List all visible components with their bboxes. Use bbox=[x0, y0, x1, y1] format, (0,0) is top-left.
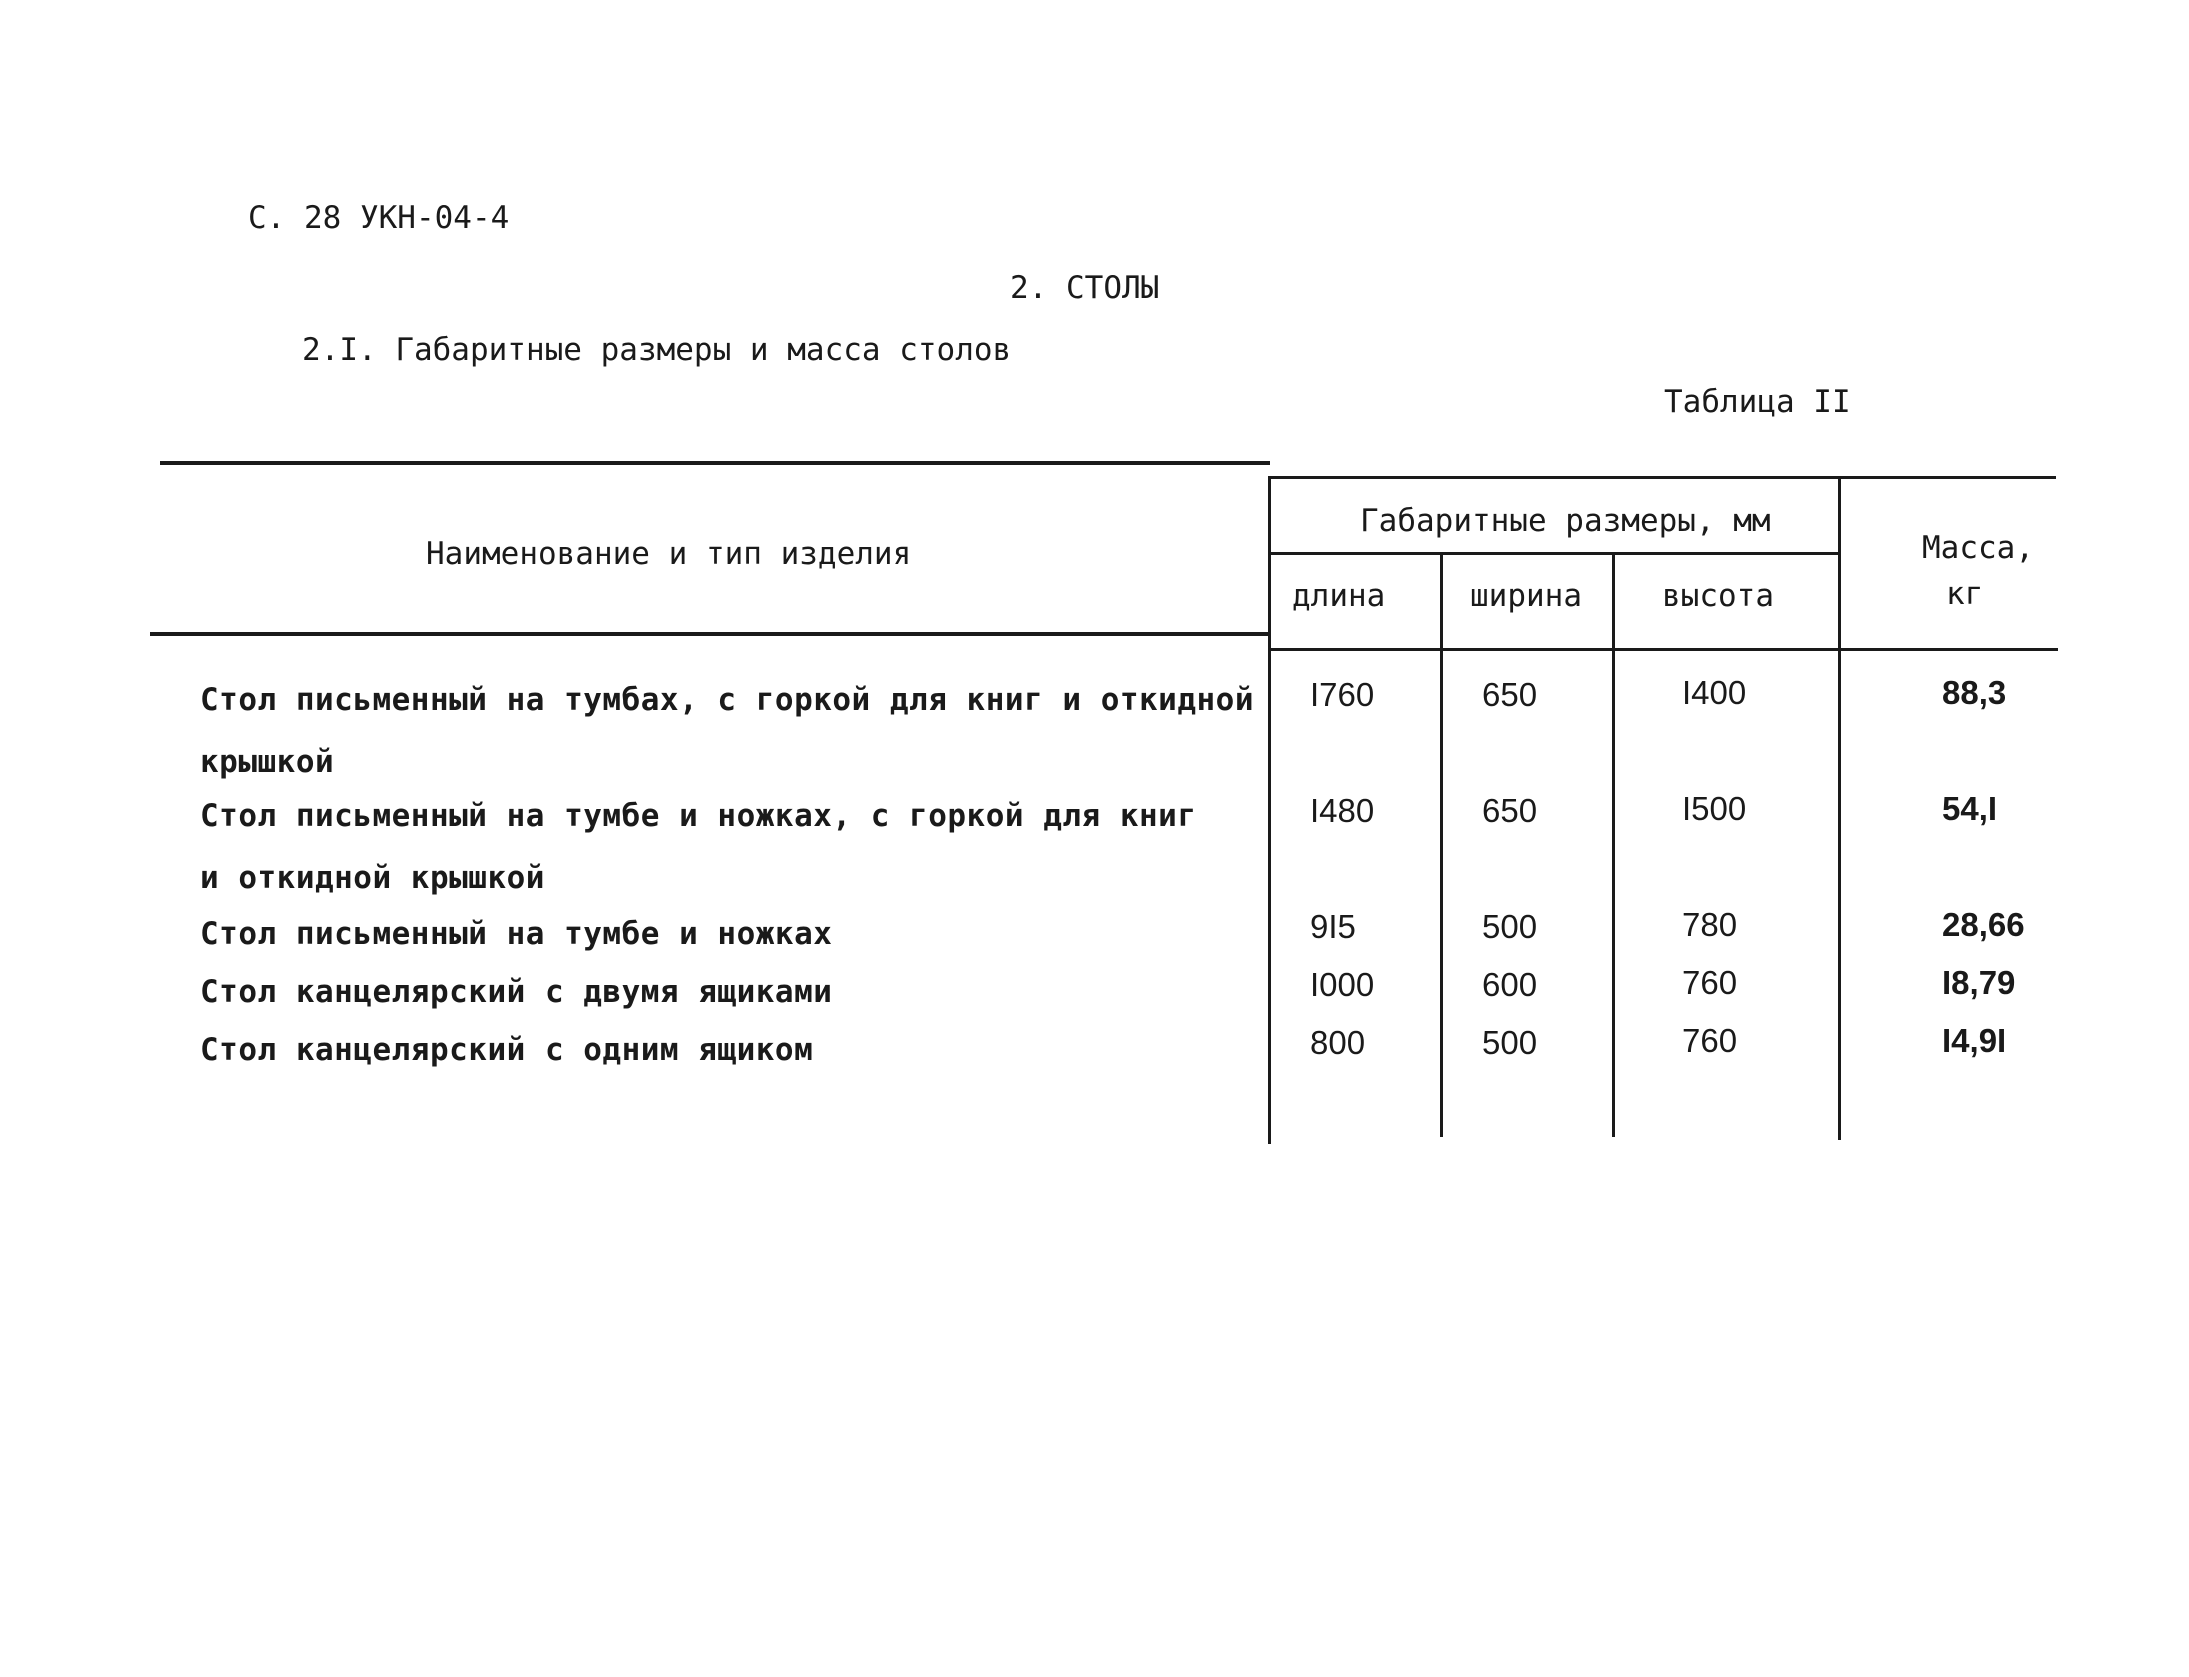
column-divider-length bbox=[1440, 552, 1443, 1137]
row-width: 500 bbox=[1482, 1024, 1538, 1061]
row-length: I480 bbox=[1310, 792, 1375, 829]
row-height: 760 bbox=[1682, 1022, 1738, 1059]
row-name: Стол канцелярский с одним ящиком bbox=[200, 1032, 814, 1068]
row-mass: 54,I bbox=[1942, 790, 1998, 827]
row-name-continued: и откидной крышкой bbox=[200, 860, 545, 896]
page-header: С. 28 УКН-04-4 bbox=[248, 200, 510, 236]
row-length: 800 bbox=[1310, 1024, 1366, 1061]
header-name: Наименование и тип изделия bbox=[426, 536, 912, 572]
row-name: Стол письменный на тумбе и ножках, с горкой для книг bbox=[200, 798, 1197, 834]
row-name: Стол канцелярский с двумя ящиками bbox=[200, 974, 833, 1010]
row-width: 600 bbox=[1482, 966, 1538, 1003]
row-name: Стол письменный на тумбах, с горкой для книг и откидной bbox=[200, 682, 1254, 718]
header-mass-unit: кг bbox=[1946, 576, 1984, 612]
row-mass: I4,9I bbox=[1942, 1022, 2007, 1059]
table-top-rule-left bbox=[160, 461, 1270, 465]
header-width: ширина bbox=[1470, 578, 1582, 614]
row-height: I500 bbox=[1682, 790, 1747, 827]
row-name: Стол письменный на тумбе и ножках bbox=[200, 916, 833, 952]
table-caption: Таблица II bbox=[1664, 384, 1851, 420]
column-divider-name bbox=[1268, 476, 1271, 1144]
header-bottom-rule-right bbox=[1268, 648, 2058, 651]
row-length: I000 bbox=[1310, 966, 1375, 1003]
row-width: 650 bbox=[1482, 676, 1538, 713]
row-length: I760 bbox=[1310, 676, 1375, 713]
row-height: 780 bbox=[1682, 906, 1738, 943]
row-mass: 88,3 bbox=[1942, 674, 2007, 711]
column-divider-height bbox=[1838, 476, 1841, 1140]
table-top-rule-right bbox=[1268, 476, 2056, 479]
row-width: 650 bbox=[1482, 792, 1538, 829]
row-name-continued: крышкой bbox=[200, 744, 335, 780]
row-height: I400 bbox=[1682, 674, 1747, 711]
header-bottom-rule-left bbox=[150, 632, 1270, 636]
column-divider-width bbox=[1612, 552, 1615, 1137]
section-title: 2. СТОЛЫ bbox=[1010, 270, 1160, 306]
row-length: 9I5 bbox=[1310, 908, 1356, 945]
header-mass: Масса, bbox=[1922, 530, 2034, 566]
row-mass: I8,79 bbox=[1942, 964, 2016, 1001]
header-dimensions: Габаритные размеры, мм bbox=[1360, 503, 1771, 539]
header-height: высота bbox=[1662, 578, 1774, 614]
header-length: длина bbox=[1292, 578, 1386, 614]
row-width: 500 bbox=[1482, 908, 1538, 945]
row-height: 760 bbox=[1682, 964, 1738, 1001]
row-mass: 28,66 bbox=[1942, 906, 2025, 943]
dimensions-subheader-rule bbox=[1270, 552, 1840, 555]
subsection-title: 2.I. Габаритные размеры и масса столов bbox=[302, 332, 1012, 368]
